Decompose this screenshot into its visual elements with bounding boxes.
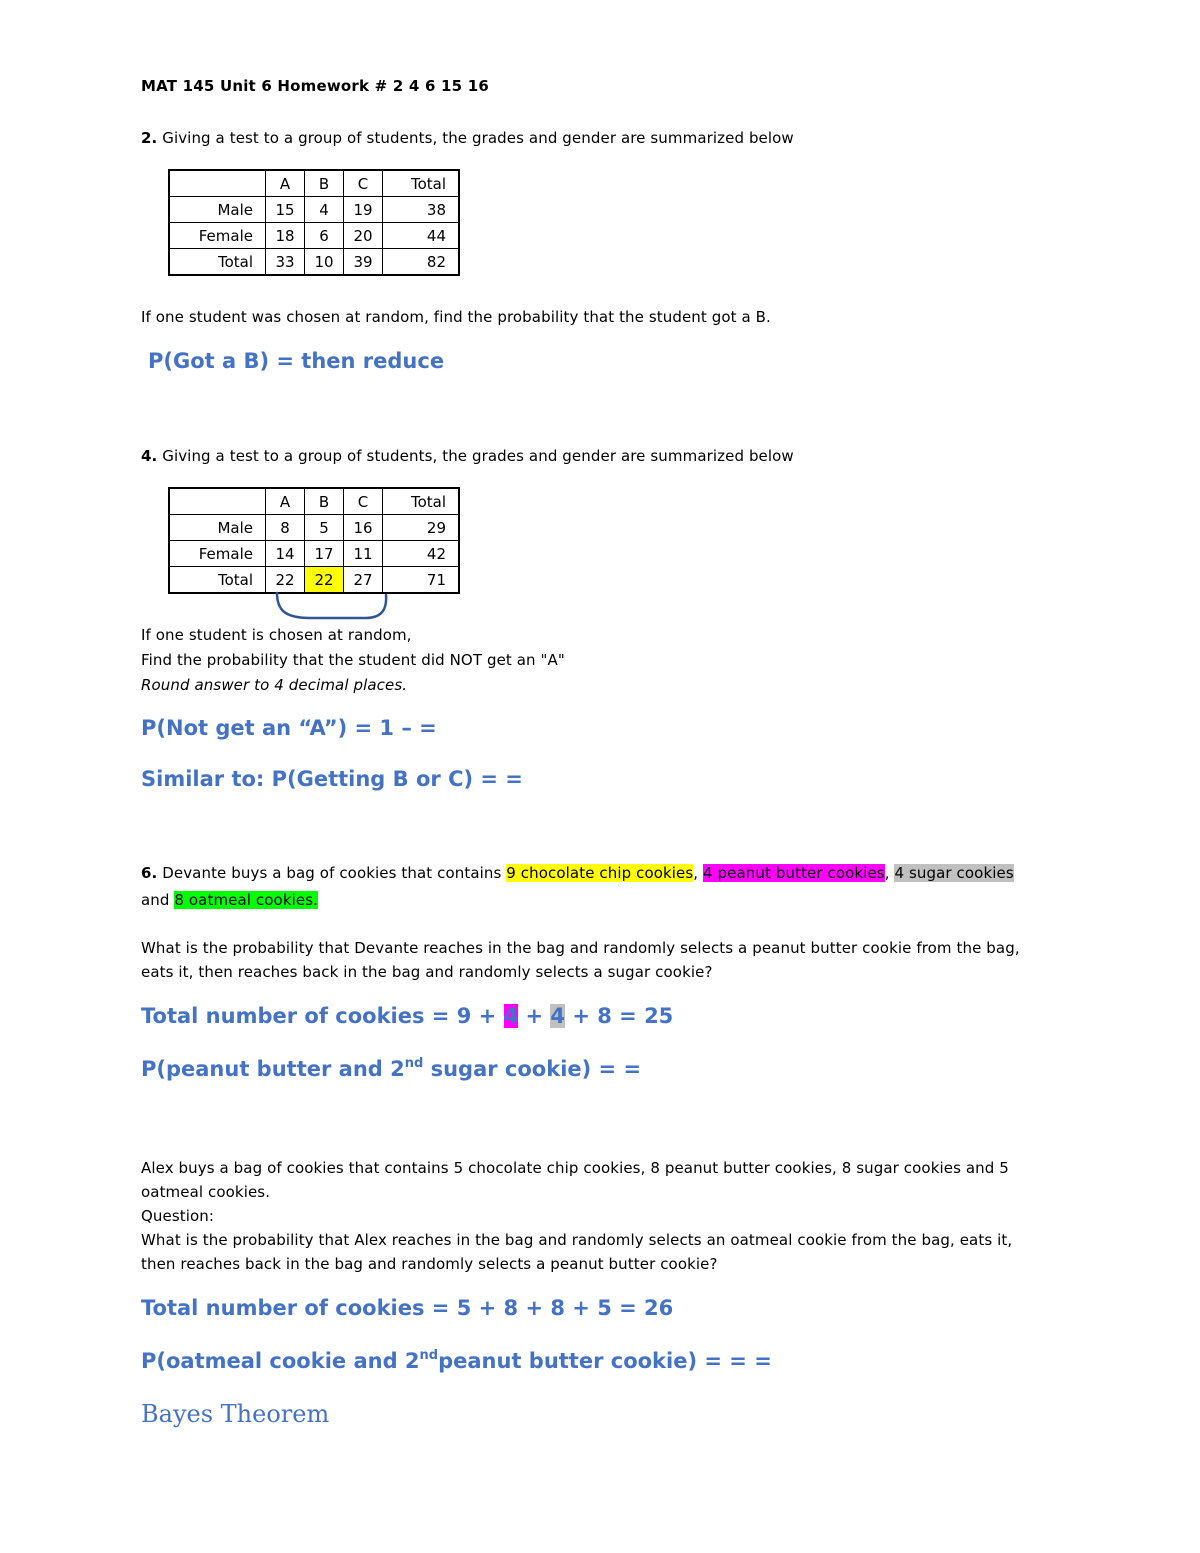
q2-answer: P(Got a B) = then reduce xyxy=(148,349,445,373)
q4-answer1: P(Not get an “A”) = 1 – = xyxy=(141,716,437,740)
total-peanut-highlight: 4 xyxy=(503,1004,519,1028)
q2-table xyxy=(168,169,460,276)
highlighted-cell: 22 xyxy=(305,567,344,594)
q6-intro-line2 xyxy=(141,891,318,909)
alex-total: Total number of cookies = 5 + 8 + 8 + 5 = 26 xyxy=(141,1296,674,1320)
table-cell: 14 xyxy=(266,541,305,567)
total-sugar-highlight: 4 xyxy=(550,1004,566,1028)
table-cell xyxy=(169,488,266,515)
q4-question-line1: If one student is chosen at random, xyxy=(141,626,412,644)
table-cell: 44 xyxy=(383,223,460,249)
alex-line5: then reaches back in the bag and randomly selects a peanut butter cookie? xyxy=(141,1255,718,1273)
q6-total-pre: Total number of cookies = 9 + xyxy=(141,1004,504,1028)
table-cell: Total xyxy=(169,567,266,594)
table-cell: B xyxy=(305,488,344,515)
table-cell: 39 xyxy=(344,249,383,276)
separator: , xyxy=(884,864,895,882)
bayes-heading: Bayes Theorem xyxy=(141,1400,330,1428)
table-cell: 6 xyxy=(305,223,344,249)
q6-line2-text: and xyxy=(141,891,175,909)
table-cell: Female xyxy=(169,223,266,249)
q2-intro-text: Giving a test to a group of students, the grades and gender are summarized below xyxy=(162,129,794,147)
table-cell: B xyxy=(305,170,344,197)
table-cell: A xyxy=(266,170,305,197)
q4-number: 4. xyxy=(141,447,158,465)
q6-total xyxy=(141,1004,673,1028)
table-cell: 11 xyxy=(344,541,383,567)
table-row xyxy=(169,515,459,541)
table-cell: Female xyxy=(169,541,266,567)
q6-number: 6. xyxy=(141,864,158,882)
q4-answer2: Similar to: P(Getting B or C) = = xyxy=(141,767,523,791)
q6-total-post: + 8 = 25 xyxy=(565,1004,674,1028)
table-row xyxy=(169,223,459,249)
separator: , xyxy=(693,864,704,882)
table-header-row xyxy=(169,488,459,515)
table-cell: C xyxy=(344,488,383,515)
table-cell: 33 xyxy=(266,249,305,276)
alex-prob-post: peanut butter cookie) = = = xyxy=(438,1349,772,1373)
table-row xyxy=(169,249,459,276)
alex-line4: What is the probability that Alex reaches in the bag and randomly selects an oatmeal cookie from the bag, eats it, xyxy=(141,1231,1013,1249)
table-cell: 71 xyxy=(383,567,460,594)
q6-intro-line1 xyxy=(141,864,1014,882)
table-cell: 38 xyxy=(383,197,460,223)
alex-probability xyxy=(141,1348,772,1373)
q2-number: 2. xyxy=(141,129,158,147)
table-cell xyxy=(169,170,266,197)
alex-prob-pre: P(oatmeal cookie and 2 xyxy=(141,1349,420,1373)
q4-question-line3: Round answer to 4 decimal places. xyxy=(141,676,408,694)
alex-line1: Alex buys a bag of cookies that contains 5 chocolate chip cookies, 8 peanut butter cookies, 8 sugar cookies and 5 xyxy=(141,1159,1009,1177)
q4-intro-text: Giving a test to a group of students, the grades and gender are summarized below xyxy=(162,447,794,465)
table-cell: 42 xyxy=(383,541,460,567)
alex-line2: oatmeal cookies. xyxy=(141,1183,271,1201)
alex-prob-sup: nd xyxy=(419,1348,439,1363)
table-cell: 19 xyxy=(344,197,383,223)
table-cell: 22 xyxy=(266,567,305,594)
table-cell: 17 xyxy=(305,541,344,567)
table-cell: 82 xyxy=(383,249,460,276)
sugar-highlight: 4 sugar cookies xyxy=(894,864,1014,882)
peanut-highlight: 4 peanut butter cookies xyxy=(703,864,885,882)
q6-question-line2: eats it, then reaches back in the bag and randomly selects a sugar cookie? xyxy=(141,963,713,981)
page-title: MAT 145 Unit 6 Homework # 2 4 6 15 16 xyxy=(141,77,489,95)
oatmeal-highlight: 8 oatmeal cookies. xyxy=(174,891,318,909)
table-cell: C xyxy=(344,170,383,197)
q4-table xyxy=(168,487,460,594)
table-cell: 5 xyxy=(305,515,344,541)
table-cell: Total xyxy=(383,170,460,197)
table-cell: 8 xyxy=(266,515,305,541)
table-cell: Male xyxy=(169,197,266,223)
table-cell: 18 xyxy=(266,223,305,249)
q4-intro xyxy=(141,447,794,465)
table-cell: A xyxy=(266,488,305,515)
bracket-annotation-icon xyxy=(265,590,400,626)
table-cell: 10 xyxy=(305,249,344,276)
q6-prob-post: sugar cookie) = = xyxy=(423,1057,642,1081)
table-cell: 15 xyxy=(266,197,305,223)
q6-intro-text: Devante buys a bag of cookies that contains xyxy=(157,864,507,882)
q2-intro xyxy=(141,129,794,147)
table-cell: Total xyxy=(169,249,266,276)
q6-total-mid: + xyxy=(518,1004,551,1028)
q6-prob-sup: nd xyxy=(404,1056,424,1071)
table-cell: 4 xyxy=(305,197,344,223)
q6-question-line1: What is the probability that Devante reaches in the bag and randomly selects a peanut butter cookie from the bag, xyxy=(141,939,1020,957)
table-cell: 27 xyxy=(344,567,383,594)
table-header-row xyxy=(169,170,459,197)
table-cell: 20 xyxy=(344,223,383,249)
q4-question-line2: Find the probability that the student did NOT get an "A" xyxy=(141,651,565,669)
q2-question: If one student was chosen at random, find the probability that the student got a B. xyxy=(141,308,771,326)
table-cell: 29 xyxy=(383,515,460,541)
table-row xyxy=(169,197,459,223)
table-cell: Total xyxy=(383,488,460,515)
table-cell: Male xyxy=(169,515,266,541)
q6-probability xyxy=(141,1056,641,1081)
table-row xyxy=(169,541,459,567)
table-cell: 16 xyxy=(344,515,383,541)
alex-line3: Question: xyxy=(141,1207,215,1225)
chocolate-highlight: 9 chocolate chip cookies xyxy=(506,864,694,882)
q6-prob-pre: P(peanut butter and 2 xyxy=(141,1057,405,1081)
